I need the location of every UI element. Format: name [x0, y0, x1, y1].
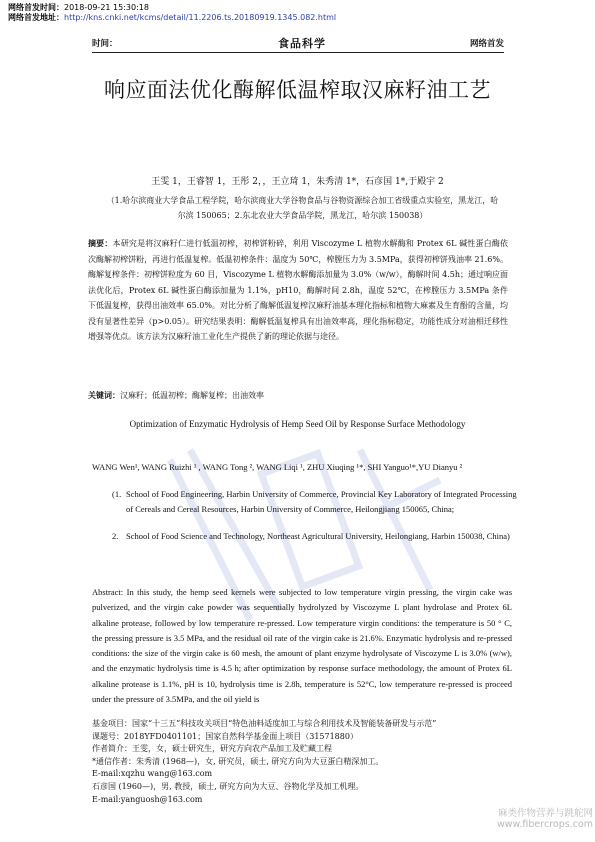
- abstract-en: [92, 585, 512, 707]
- footnote-line: 课题号：2018YFD0401101；国家自然科学基金面上项目（31571880）: [92, 731, 358, 741]
- header-online-first: 网络首发: [469, 39, 504, 49]
- watermark-line-2: www.fibercrops.com: [496, 819, 593, 830]
- affiliation-en-num: 2.: [112, 531, 119, 541]
- header-time: 时间：: [92, 39, 118, 49]
- affiliation-en-item: [112, 487, 517, 517]
- journal-logo: 食品科学: [278, 37, 326, 50]
- footnote-line: *通信作者：朱秀清 (1968—)，女, 研究员，硕士, 研究方向为大豆蛋白精深加工。: [92, 756, 384, 766]
- affiliation-cn: （1.哈尔滨商业大学食品工程学院，哈尔滨商业大学谷物食品与谷物资源综合加工省级重点实验室，黑龙江，哈尔滨 150065；2.东北农业大学食品学院，黑龙江，哈尔滨 150038）: [106, 196, 499, 220]
- affiliation-en-text: School of Food Engineering, Harbin University of Commerce, Provincial Key Laboratory of Integrated Processing of Cereals and Cereal Resources, Harbin University of Commerce, Heilongjiang 150065, China;: [126, 489, 517, 514]
- publish-time: 2018-09-21 15:30:18: [64, 3, 149, 12]
- affiliation-en-text: School of Food Science and Technology, Northeast Agricultural University, Heilongiang, Harbin 150038, China): [126, 531, 510, 541]
- authors-cn: 王雯 1，王睿智 1，王彤 2，，王立琦 1，朱秀清 1*，石彦国 1*,于殿宇 2: [151, 177, 444, 187]
- running-header: [92, 35, 504, 51]
- paper-title-en: Optimization of Enzymatic Hydrolysis of Hemp Seed Oil by Response Surface Methodology: [129, 419, 466, 429]
- abstract-cn: [88, 236, 508, 345]
- keywords-cn: [88, 390, 508, 401]
- footnote-line: 作者简介：王雯，女，硕士研究生，研究方向农产品加工及贮藏工程: [92, 744, 332, 754]
- keywords-cn-label: 关键词：: [88, 390, 120, 400]
- footnote-email-link[interactable]: E-mail:yanguosh@163.com: [92, 794, 203, 804]
- footnote-line: 基金项目：国家“十三五”科技攻关项目“特色油料适度加工与综合利用技术及智能装备研发与示范”: [92, 719, 437, 728]
- footnote-line: 石彦国 (1960—)，男, 教授，硕士, 研究方向为大豆、谷物化学及加工机理。: [92, 781, 364, 791]
- authors-en: WANG Wen¹, WANG Ruizhi ¹ , WANG Tong ², WANG Liqi ¹, ZHU Xiuqing ¹*, SHI Yanguo¹*,YU Dianyu ²: [92, 462, 463, 472]
- site-watermark: [468, 808, 593, 830]
- footnote-email-link[interactable]: E-mail:xqzhu wang@163.com: [92, 769, 213, 779]
- publication-meta: [8, 3, 336, 23]
- abstract-cn-text: 本研究是将汉麻籽仁进行低温初榨，初榨饼粉碎，利用 Viscozyme L 植物水解酶和 Protex 6L 碱性蛋白酶依次酶解初榨饼粉，再进行低温复榨。低温初榨条件：温度为 50℃，榨膛压力为 3.5MPa，获得初榨饼残油率 21.6%。酶解复榨条件：初榨饼粒度为 60 目，Viscozyme L 植物水解酶添加量为 3.0%（w/w），酶解时间 4.5h；通过响应面法优化后，Protex 6L 碱性蛋白酶添加量为 1.1%，pH10，酶解时间 2.8h，温度 52℃，在榨膛压力 3.5MPa 条件下低温复榨，获得出油效率 65.0%。对比分析了酶解低温复榨汉麻籽油基本理化指标和植物大麻素及生育酚的含量，均没有显著性差异（p>0.05）。研究结果表明：酶解低温复榨具有出油效率高，理化指标稳定，功能性成分对油相迁移性增强等优点。该方法为汉麻籽油工业化生产提供了新的理论依据与途径。: [88, 239, 509, 341]
- publish-address-link[interactable]: http://kns.cnki.net/kcms/detail/11.2206.ts.20180919.1345.082.html: [64, 13, 337, 22]
- abstract-en-text: In this study, the hemp seed kernels were subjected to low temperature virgin pressing, the virgin cake was pulverized, and the virgin cake powder was sequentially hydrolyzed by Viscozyme L plant hydrolase and Protex 6L alkaline protease, followed by low temperature re-pressed. Low temperature virgin conditions: the temperature is 50 ° C, the pressing pressure is 3.5 MPa, and the residual oil rate of the virgin cake is 21.6%. Enzymatic hydrolysis and re-pressed conditions: the size of the virgin cake is 60 mesh, the amount of plant enzyme hydrolysate of Viscozyme L is 3.0% (w/w), and the enzymatic hydrolysis time is 4.5 h; after optimization by response surface methodology, the amount of Protex 6L alkaline protease is 1.1%, pH is 10, hydrolysis time is 2.8h, temperature is 52°C, low temperature re-pressed is proceed under the pressure of 3.5MPa, and the oil yield is: [92, 587, 512, 705]
- abstract-cn-label: 摘要：: [88, 238, 113, 248]
- header-divider: [92, 52, 504, 53]
- abstract-en-label: Abstract:: [92, 587, 124, 597]
- watermark-line-1: 麻类作物营养与跳舵网: [497, 808, 593, 819]
- affiliations-en: [112, 487, 517, 556]
- affiliation-en-num: (1.: [112, 489, 122, 499]
- affiliation-en-item: [112, 529, 517, 544]
- footnotes: [92, 718, 512, 806]
- publish-time-label: 网络首发时间：: [8, 3, 64, 12]
- paper-title: 响应面法优化酶解低温榨取汉麻籽油工艺: [104, 78, 491, 102]
- publish-address-label: 网络首发地址：: [8, 13, 64, 22]
- keywords-cn-text: 汉麻籽；低温初榨；酶解复榨；出油效率: [120, 391, 264, 400]
